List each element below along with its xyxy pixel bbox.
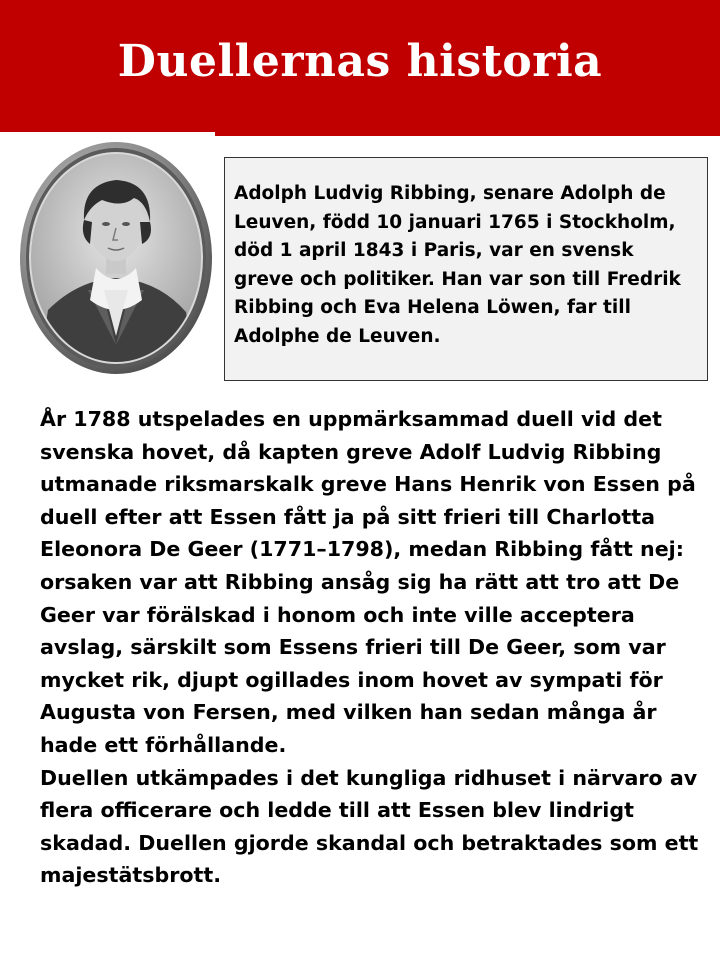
page-title: Duellernas historia	[117, 36, 603, 87]
title-bar	[0, 0, 720, 132]
paragraph-duel-outcome: Duellen utkämpades i det kungliga ridhuset i närvaro av flera officerare och ledde till att Essen blev lindrigt skadad. Duellen gjorde skandal och betraktades som ett majestätsbrott.	[40, 765, 699, 888]
title-bar-underline	[215, 132, 720, 136]
biography-text: Adolph Ludvig Ribbing, senare Adolph de Leuven, född 10 januari 1765 i Stockholm, död 1 april 1843 i Paris, var en svensk greve och politiker. Han var son till Fredrik Ribbing och Eva Helena Löwen, far till Adolphe de Leuven.	[234, 183, 681, 347]
portrait-oval-icon	[18, 140, 214, 376]
paragraph-duel-background: År 1788 utspelades en uppmärksammad duell vid det svenska hovet, då kapten greve Adolf Ludvig Ribbing utmanade riksmarskalk greve Hans Henrik von Essen på duell efter att Essen fått ja på sitt frieri till Charlotta Eleonora De Geer (1771–1798), medan Ribbing fått nej: orsaken var att Ribbing ansåg sig ha rätt att tro att De Geer var förälskad i honom och inte ville acceptera avslag, särskilt som Essens frieri till De Geer, som var mycket rik, djupt ogillades inom hovet av sympati för Augusta von Fersen, med vilken han sedan många år hade ett förhållande.	[40, 407, 696, 757]
portrait-image	[18, 140, 214, 376]
biography-box	[224, 157, 708, 381]
main-text	[40, 403, 700, 892]
